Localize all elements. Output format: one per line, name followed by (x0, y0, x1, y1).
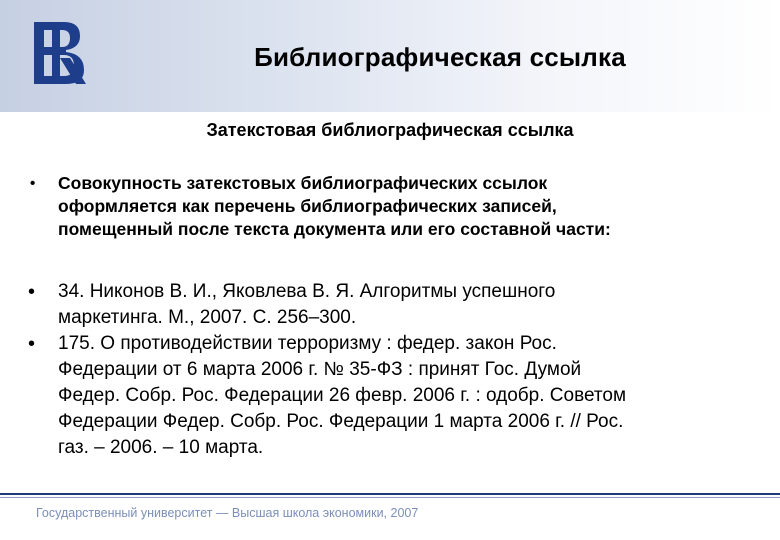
page-title: Библиографическая ссылка (254, 42, 626, 72)
header-banner (0, 0, 780, 112)
section-subtitle: Затекстовая библиографическая ссылка (206, 120, 574, 140)
bullet-line: Федерации Федер. Собр. Рос. Федерации 1 марта 2006 г. // Рос. (58, 411, 624, 432)
bullet-icon: • (30, 175, 36, 192)
bullet-icon: • (28, 281, 36, 303)
university-logo-icon (30, 18, 88, 88)
list-item (26, 172, 746, 241)
bullet-line: помещенный после текста документа или его составной части: (58, 219, 611, 239)
bullet-line: оформляется как перечень библиографических записей, (58, 196, 557, 216)
footer-text: Государственный университет — Высшая школа экономики, 2007 (36, 506, 419, 520)
bullet-line: Федерации от 6 марта 2006 г. № 35-ФЗ : принят Гос. Думой (58, 359, 582, 380)
list-item (26, 279, 746, 331)
bullet-line: 34. Никонов В. И., Яковлева В. Я. Алгоритмы успешного (58, 281, 556, 302)
list-item (26, 331, 746, 461)
footer-divider (0, 493, 780, 495)
bullet-list (26, 172, 746, 461)
bullet-line: Совокупность затекстовых библиографических ссылок (58, 173, 548, 193)
bullet-line: Федер. Собр. Рос. Федерации 26 февр. 2006 г. : одобр. Советом (58, 385, 627, 406)
footer-divider-thin (0, 497, 780, 498)
bullet-icon: • (28, 333, 36, 355)
bullet-line: маркетинга. М., 2007. С. 256–300. (58, 307, 357, 328)
bullet-line: газ. – 2006. – 10 марта. (58, 437, 264, 458)
bullet-line: 175. О противодействии терроризму : федер. закон Рос. (58, 333, 557, 354)
